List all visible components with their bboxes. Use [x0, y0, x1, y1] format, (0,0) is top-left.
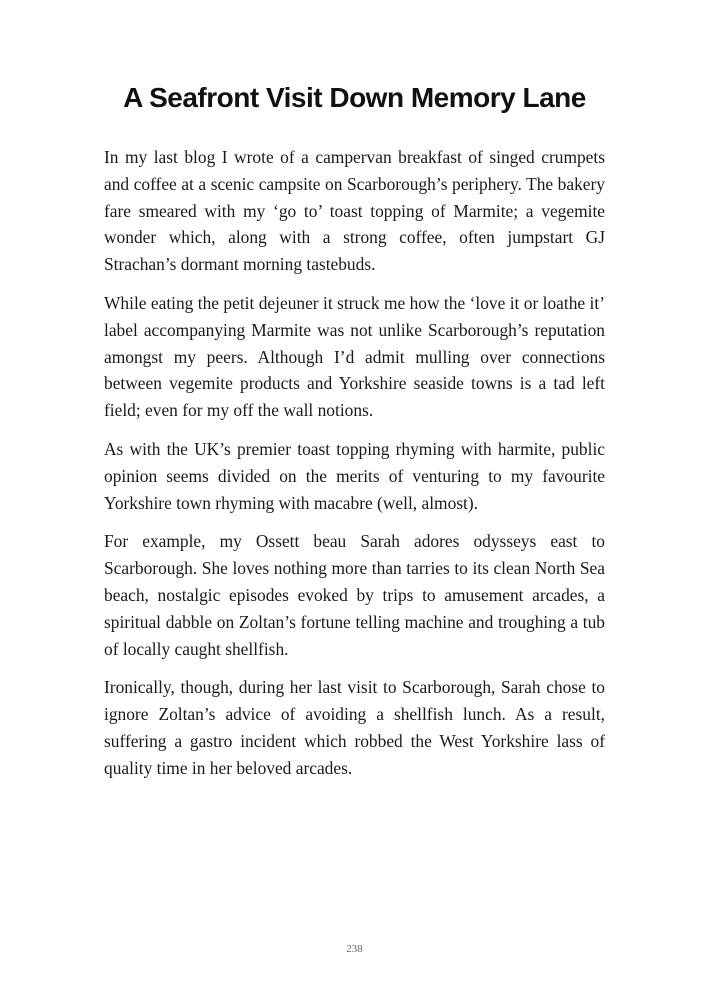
- page-title: A Seafront Visit Down Memory Lane: [123, 82, 586, 113]
- page-number: 238: [346, 943, 363, 955]
- paragraph: In my last blog I wrote of a campervan breakfast of singed crumpets and coffee at a scenic campsite on Scarborough’s periphery. The bakery fare smeared with my ‘go to’ toast topping of Marmite; a vegemite wonder which, along with a strong coffee, often jumpstart GJ Strachan’s dormant morning tastebuds.: [104, 147, 605, 275]
- paragraph: As with the UK’s premier toast topping rhyming with harmite, public opinion seems divided on the merits of venturing to my favourite Yorkshire town rhyming with macabre (well, almost).: [104, 438, 605, 513]
- paragraph: Ironically, though, during her last visit to Scarborough, Sarah chose to ignore Zoltan’s advice of avoiding a shellfish lunch. As a result, suffering a gastro incident which robbed the West Yorkshire lass of quality time in her beloved arcades.: [104, 677, 605, 778]
- paragraph: While eating the petit dejeuner it struck me how the ‘love it or loathe it’ label accompanying Marmite was not unlike Scarborough’s reputation amongst my peers. Although I’d admit mulling over connections between vegemite products and Yorkshire seaside towns is a tad left field; even for my off the wall notions.: [104, 292, 605, 421]
- paragraph: For example, my Ossett beau Sarah adores odysseys east to Scarborough. She loves nothing more than tarries to its clean North Sea beach, nostalgic episodes evoked by trips to amusement arcades, a spiritual dabble on Zoltan’s fortune telling machine and troughing a tub of locally caught shellfish.: [104, 531, 605, 659]
- body-text: [104, 144, 605, 794]
